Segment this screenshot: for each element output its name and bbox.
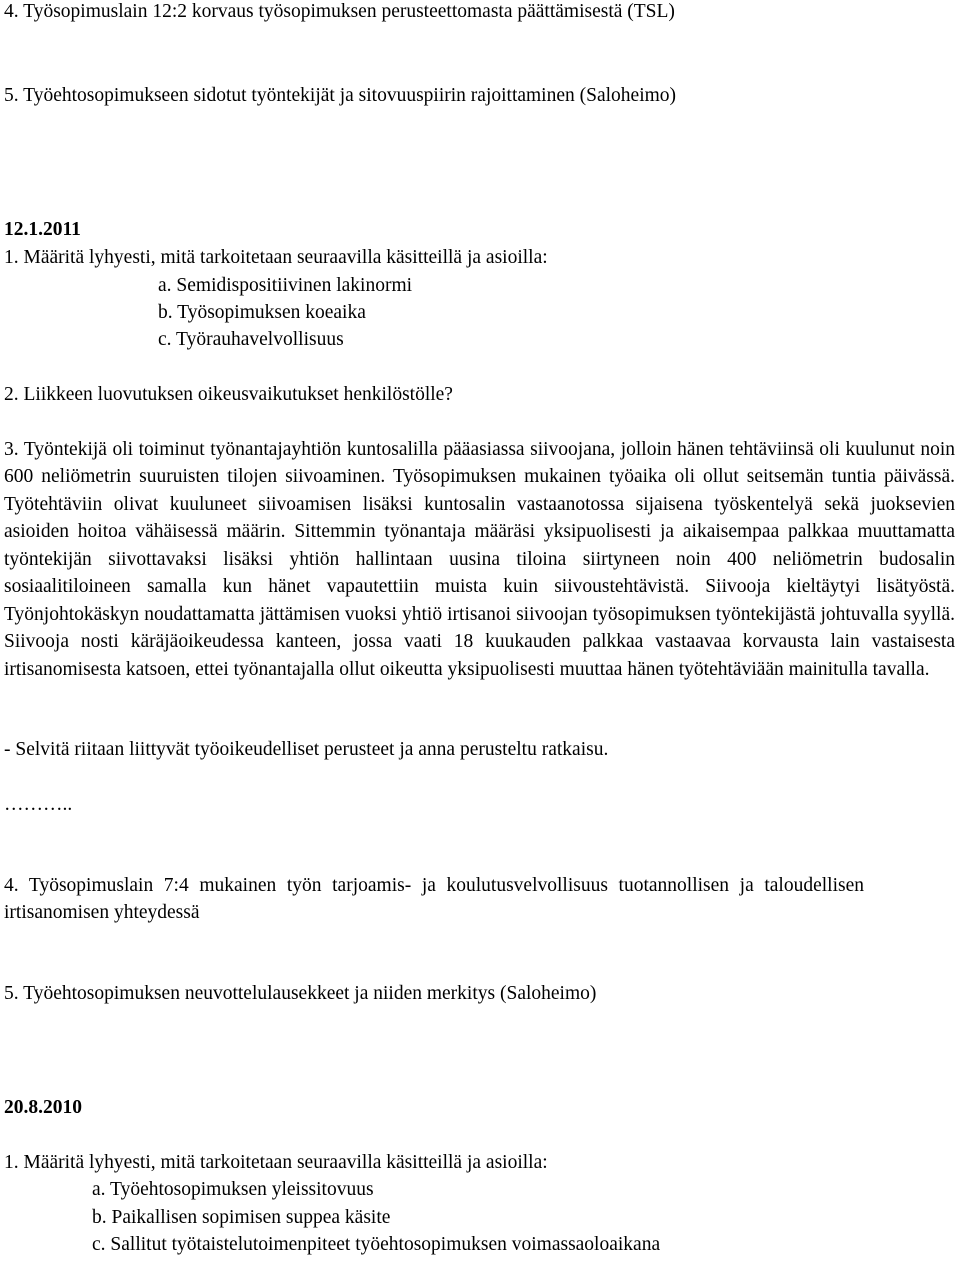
exam1-q1-item-b: b. Työsopimuksen koeaika: [158, 302, 366, 323]
exam2-q1-item-b: b. Paikallisen sopimisen suppea käsite: [92, 1207, 391, 1228]
exam2-q1-item-a: a. Työehtosopimuksen yleissitovuus: [92, 1179, 374, 1200]
question-5-saloheimo: 5. Työehtosopimukseen sidotut työntekijät ja sitovuuspiirin rajoittaminen (Saloheimo): [4, 85, 677, 106]
exam1-question-1: 1. Määritä lyhyesti, mitä tarkoitetaan seuraavilla käsitteillä ja asioilla:: [4, 247, 548, 268]
exam2-question-1: 1. Määritä lyhyesti, mitä tarkoitetaan seuraavilla käsitteillä ja asioilla:: [4, 1152, 548, 1173]
question-4-tsl: 4. Työsopimuslain 12:2 korvaus työsopimuksen perusteettomasta päättämisestä (TSL): [4, 1, 675, 22]
exam1-question-5: 5. Työehtosopimuksen neuvottelulausekkeet ja niiden merkitys (Saloheimo): [4, 983, 597, 1004]
exam1-q1-item-c: c. Työrauhavelvollisuus: [158, 329, 344, 350]
exam1-q1-item-a: a. Semidispositiivinen lakinormi: [158, 275, 413, 296]
exam1-question-3-task: - Selvitä riitaan liittyvät työoikeudelliset perusteet ja anna perusteltu ratkaisu.: [4, 739, 609, 760]
exam-date-2010: 20.8.2010: [4, 1097, 82, 1118]
exam-date-2011: 12.1.2011: [4, 219, 81, 240]
exam2-q1-item-c: c. Sallitut työtaistelutoimenpiteet työehtosopimuksen voimassaoloaikana: [92, 1234, 661, 1255]
exam1-question-3-case: 3. Työntekijä oli toiminut työnantajayhtiön kuntosalilla pääasiassa siivoojana, jolloin hänen tehtäviinsä oli kuulunut noin 600 neliömetrin suuruisten tilojen siivoaminen. Työsopimuksen mukainen työaika oli ollut seitsemän tuntia päivässä. Työtehtäviin olivat kuuluneet siivoamisen lisäksi kuntosalin vastaanotossa sijaisena työskentelyä sekä juoksevien asioiden hoitoa vähäisessä määrin. Sittemmin työnantaja määräsi yksipuolisesti ja aikaisempaa palkkaa muuttamatta työntekijän siivottavaksi lisäksi yhtiön hallintaan uusina tiloina siirtyneen noin 400 neliömetrin budosalin sosiaalitiloineen samalla kun hänet vapautettiin muista kuin siivoustehtävistä. Siivooja kieltäytyi lisätyöstä. Työnjohtokäskyn noudattamatta jättämisen vuoksi yhtiö irtisanoi siivoojan työsopimuksen työntekijästä johtuvalla syyllä. Siivooja nosti käräjäoikeudessa kanteen, jossa vaati 18 kuukauden palkkaa vastaavaa korvausta lain vastaisesta irtisanomisesta katsoen, ettei työnantajalla ollut oikeutta yksipuolisesti muuttaa hänen työtehtäviään mainitulla tavalla.: [4, 439, 955, 680]
ellipsis: ………..: [4, 794, 73, 815]
exam1-question-2: 2. Liikkeen luovutuksen oikeusvaikutukset henkilöstölle?: [4, 384, 453, 405]
exam1-question-4: 4. Työsopimuslain 7:4 mukainen työn tarjoamis- ja koulutusvelvollisuus tuotannollisen ja taloudellisen irtisanomisen yhteydessä: [4, 875, 864, 924]
